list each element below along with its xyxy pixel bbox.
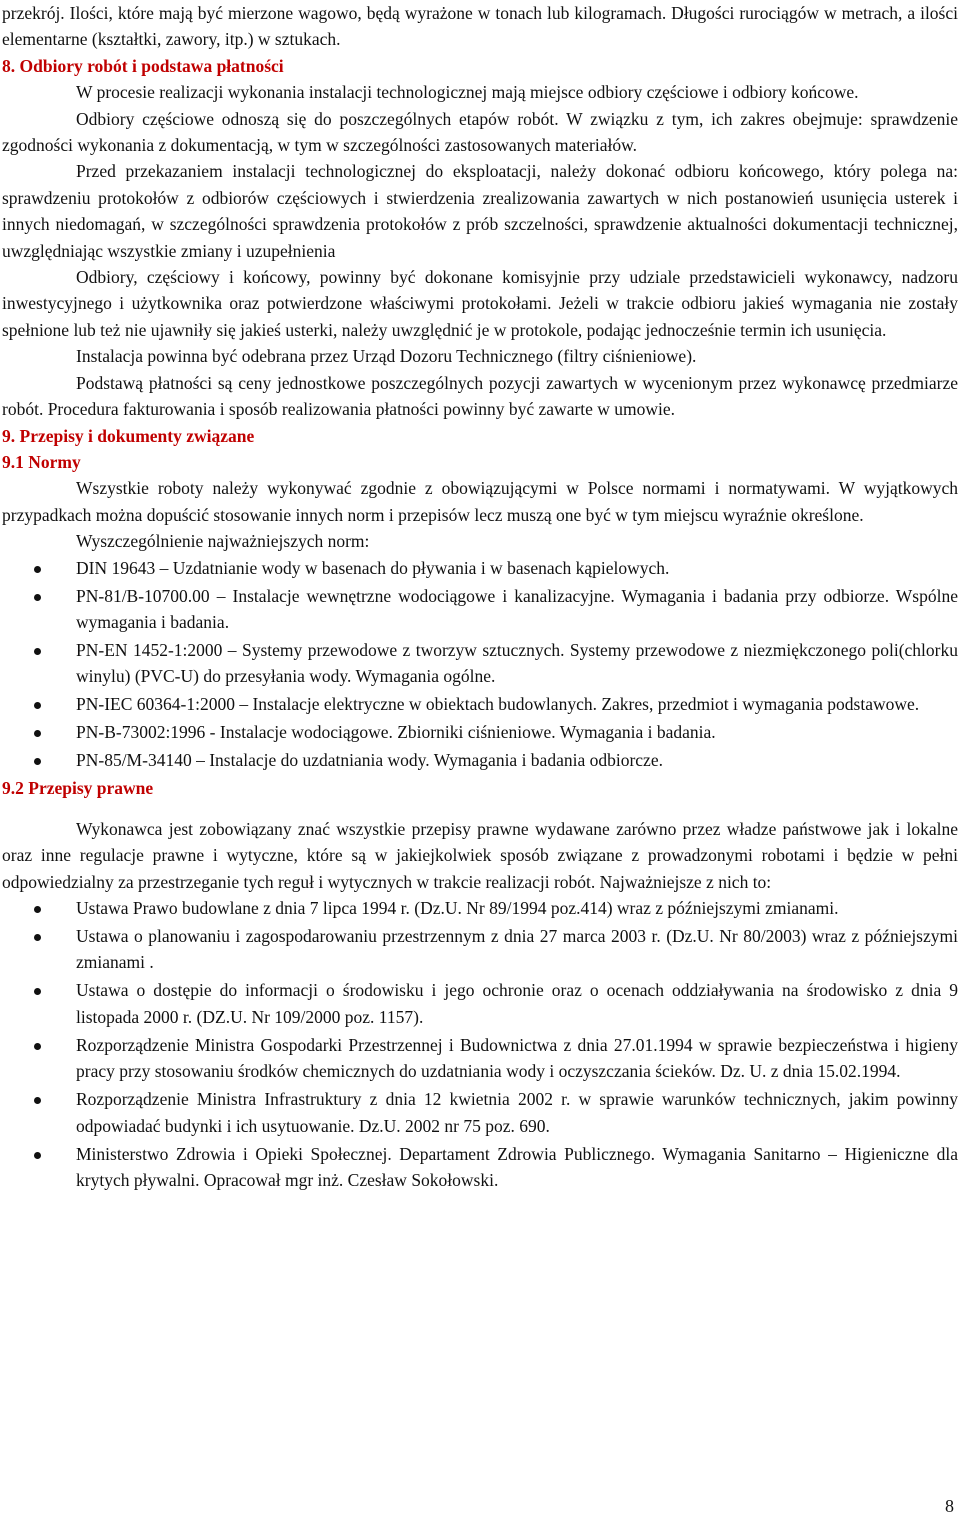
- section-8-paragraph-6: Podstawą płatności są ceny jednostkowe poszczególnych pozycji zawartych w wycenionym przez wykonawcę przedmiarze robót. Procedura fakturowania i sposób realizowania płatności powinny być zawarte w umowie.: [2, 372, 958, 420]
- section-8-paragraph-2: Odbiory częściowe odnoszą się do poszczególnych etapów robót. W związku z tym, ich zakres obejmuje: sprawdzenie zgodności wykonania z dokumentacją, w tym w szczególności zastosowanych materiałów.: [2, 108, 958, 156]
- section-9-heading: 9. Przepisy i dokumenty związane: [2, 425, 255, 446]
- bullet-icon: [34, 988, 41, 995]
- section-8-paragraph-3: Przed przekazaniem instalacji technologicznej do eksploatacji, należy dokonać odbioru końcowego, który polega na: sprawdzeniu protokołów z odbiorów częściowych i stwierdzenia zrealizowania zawartych w nich postanowień usunięcia usterek i innych niedomagań, w szczególności sprawdzenia protokołów z prób szczelności, sprawdzenie aktualności dokumentacji technicznej, uwzględniając wszystkie zmiany i uzupełnienia: [2, 161, 958, 261]
- bullet-icon: [34, 906, 41, 913]
- bullet-icon: [34, 1097, 41, 1104]
- bullet-icon: [34, 702, 41, 709]
- bullet-icon: [34, 1152, 41, 1159]
- bullet-icon: [34, 594, 41, 601]
- list-item-text: DIN 19643 – Uzdatnianie wody w basenach do pływania i w basenach kąpielowych.: [76, 557, 670, 578]
- list-item: [2, 977, 958, 1030]
- list-item: [2, 555, 958, 581]
- list-item: [2, 1086, 958, 1139]
- list-item-text: PN-IEC 60364-1:2000 – Instalacje elektryczne w obiektach budowlanych. Zakres, przedmiot i wymagania podstawowe.: [76, 694, 920, 715]
- section-8-paragraph-4: Odbiory, częściowy i końcowy, powinny być dokonane komisyjnie przy udziale przedstawicieli wykonawcy, nadzoru inwestycyjnego i użytkownika oraz potwierdzone właściwymi protokołami. Jeżeli w trakcie odbioru jakieś wymagania nie zostały spełnione lub też nie ujawniły się jakieś usterki, należy uwzględnić je w protokole, podając jednocześnie termin ich usunięcia.: [2, 267, 958, 340]
- list-item-text: Rozporządzenie Ministra Gospodarki Przestrzennej i Budownictwa z dnia 27.01.1994 w sprawie bezpieczeństwa i higieny pracy przy stosowaniu środków chemicznych do uzdatniania wody i oczyszczania ścieków. Dz. U. z dnia 15.02.1994.: [76, 1034, 958, 1082]
- bullet-icon: [34, 1043, 41, 1050]
- list-item: [2, 583, 958, 636]
- list-item: [2, 1032, 958, 1085]
- page-number: 8: [945, 1496, 954, 1516]
- section-9-1-paragraph-1: Wszystkie roboty należy wykonywać zgodnie z obowiązującymi w Polsce normami i normatywami. W wyjątkowych przypadkach można dopuścić stosowanie innych norm i przepisów lecz muszą one być w tym miejscu wyraźnie określone.: [2, 478, 958, 525]
- list-item-text: PN-85/M-34140 – Instalacje do uzdatniania wody. Wymagania i badania odbiorcze.: [76, 750, 663, 771]
- list-item-text: PN-EN 1452-1:2000 – Systemy przewodowe z tworzyw sztucznych. Systemy przewodowe z niezmiękczonego poli(chlorku winylu) (PVC-U) do przesyłania wody. Wymagania ogólne.: [76, 639, 958, 687]
- list-item: [2, 1141, 958, 1194]
- list-item-text: Ustawa o dostępie do informacji o środowisku i jego ochronie oraz o ocenach oddziaływania na środowisko z dnia 9 listopada 2000 r. (DZ.U. Nr 109/2000 poz. 1157).: [76, 980, 958, 1027]
- bullet-icon: [34, 758, 41, 765]
- bullet-icon: [34, 648, 41, 655]
- list-item-text: Ministerstwo Zdrowia i Opieki Społecznej. Departament Zdrowia Publicznego. Wymagania Sanitarno – Higieniczne dla krytych pływalni. Opracował mgr inż. Czesław Sokołowski.: [76, 1143, 958, 1190]
- bullet-icon: [34, 566, 41, 573]
- list-item: [2, 923, 958, 976]
- list-item: [2, 719, 958, 745]
- bullet-icon: [34, 730, 41, 737]
- regulations-list: [2, 895, 958, 1193]
- section-9-1-heading: 9.1 Normy: [2, 451, 81, 472]
- list-item: [2, 747, 958, 773]
- list-item-text: Ustawa o planowaniu i zagospodarowaniu przestrzennym z dnia 27 marca 2003 r. (Dz.U. Nr 80/2003) wraz z późniejszymi zmianami .: [76, 925, 958, 973]
- section-gap: [2, 802, 958, 816]
- intro-paragraph: przekrój. Ilości, które mają być mierzone wagowo, będą wyrażone w tonach lub kilogramach. Długości rurociągów w metrach, a ilości elementarne (kształtki, zawory, itp.) w sztukach.: [2, 3, 958, 50]
- list-item-text: PN-81/B-10700.00 – Instalacje wewnętrzne wodociągowe i kanalizacyjne. Wymagania i badania przy odbiorze. Wspólne wymagania i badania.: [76, 585, 958, 632]
- list-item-text: PN-B-73002:1996 - Instalacje wodociągowe. Zbiorniki ciśnieniowe. Wymagania i badania.: [76, 722, 716, 743]
- list-item-text: Ustawa Prawo budowlane z dnia 7 lipca 1994 r. (Dz.U. Nr 89/1994 poz.414) wraz z późniejszymi zmianami.: [76, 897, 839, 918]
- section-9-1-paragraph-2: Wyszczególnienie najważniejszych norm:: [76, 531, 370, 552]
- list-item: [2, 895, 958, 921]
- list-item: [2, 691, 958, 717]
- list-item-text: Rozporządzenie Ministra Infrastruktury z dnia 12 kwietnia 2002 r. w sprawie warunków technicznych, jakim powinny odpowiadać budynki i ich usytuowanie. Dz.U. 2002 nr 75 poz. 690.: [76, 1089, 958, 1136]
- bullet-icon: [34, 934, 41, 941]
- section-8-heading: 8. Odbiory robót i podstawa płatności: [2, 55, 284, 76]
- norms-list: [2, 555, 958, 774]
- section-8-paragraph-5: Instalacja powinna być odebrana przez Urząd Dozoru Technicznego (filtry ciśnieniowe).: [76, 346, 697, 367]
- list-item: [2, 637, 958, 690]
- section-9-2-paragraph: Wykonawca jest zobowiązany znać wszystkie przepisy prawne wydawane zarówno przez władze państwowe jak i lokalne oraz inne regulacje prawne i wytyczne, które są w jakiejkolwiek sposób związane z prowadzonymi robotami i będzie w pełni odpowiedzialny za przestrzeganie tych reguł i wytycznych w trakcie realizacji robót. Najważniejsze z nich to:: [2, 818, 958, 892]
- section-9-2-heading: 9.2 Przepisy prawne: [2, 778, 154, 799]
- section-8-paragraph-1: W procesie realizacji wykonania instalacji technologicznej mają miejsce odbiory częściowe i odbiory końcowe.: [76, 82, 859, 103]
